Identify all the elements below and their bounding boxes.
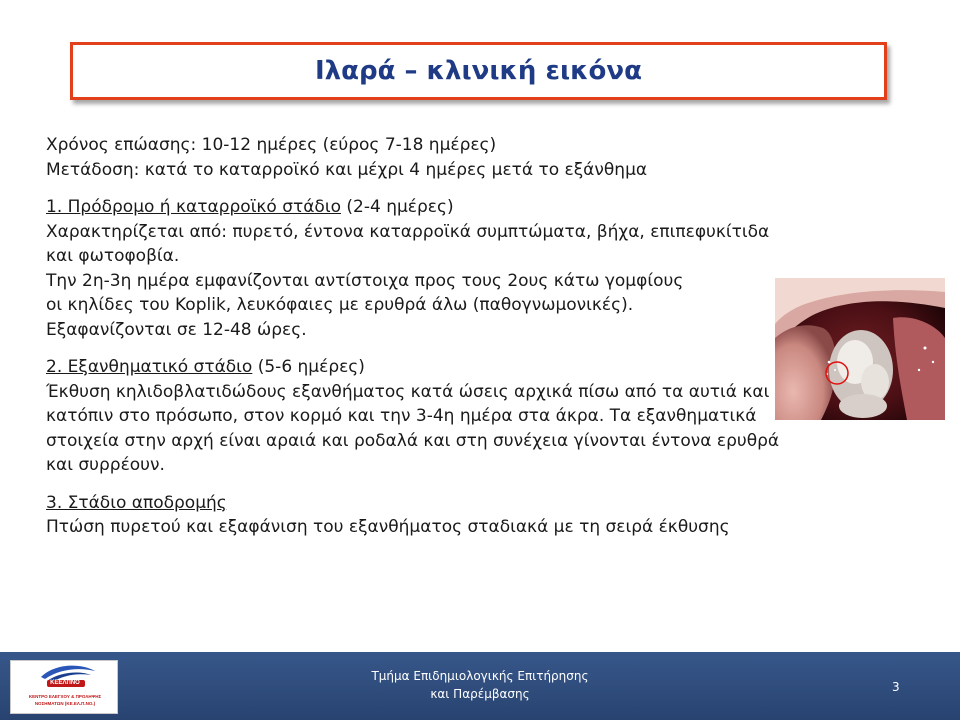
koplik-spots-photo: [775, 278, 945, 420]
stage1-line: οι κηλίδες του Koplik, λευκόφαιες με ερυθρά άλω (παθογνωμονικές).: [46, 295, 634, 315]
stage1-heading-line: [46, 195, 916, 220]
keelpno-logo: [10, 660, 118, 714]
title-box: [70, 42, 887, 100]
stage1-heading: 1. Πρόδρομο ή καταρροϊκό στάδιο: [46, 197, 341, 217]
stage1-line: Την 2η-3η ημέρα εμφανίζονται αντίστοιχα προς τους 2ους κάτω γομφίους: [46, 270, 684, 291]
stage2-heading: 2. Εξανθηματικό στάδιο: [46, 357, 253, 377]
stage1-line: και φωτοφοβία.: [46, 246, 180, 266]
stage1-line: Χαρακτηρίζεται από: πυρετό, έντονα καταρροϊκά συμπτώματα, βήχα, επιπεφυκίτιδα: [46, 221, 770, 242]
slide-title: Ιλαρά – κλινική εικόνα: [314, 56, 642, 86]
stage3-heading-line: [46, 491, 916, 516]
stage1-line: Εξαφανίζονται σε 12-48 ώρες.: [46, 319, 307, 340]
incubation-text: Χρόνος επώασης: 10-12 ημέρες (εύρος 7-18 ημέρες): [46, 135, 497, 155]
logo-swoosh-icon: [11, 661, 118, 691]
stage3-line: Πτώση πυρετού και εξαφάνιση του εξανθήματος σταδιακά με τη σειρά έκθυσης: [46, 517, 730, 537]
stage3-heading: 3. Στάδιο αποδρομής: [46, 492, 227, 513]
stage2-line: κατόπιν στο πρόσωπο, στον κορμό και την 3-4η ημέρα στα άκρα. Τα εξανθηματικά: [46, 406, 757, 426]
stage2-line: και συρρέουν.: [46, 455, 165, 475]
transmission-text: Μετάδοση: κατά το καταρροϊκό και μέχρι 4 ημέρες μετά το εξάνθημα: [46, 159, 648, 180]
logo-subtitle-1: ΚΕΝΤΡΟ ΕΛΕΓΧΟΥ & ΠΡΟΛΗΨΗΣ: [28, 694, 102, 699]
page-number: 3: [892, 680, 900, 694]
stage2-duration: (5-6 ημέρες): [252, 357, 365, 377]
stage2-line: στοιχεία στην αρχή είναι αραιά και ροδαλά και στη συνέχεια γίνονται έντονα ερυθρά: [46, 430, 780, 451]
logo-name: ΚΕΕΛΠΝΟ: [50, 680, 80, 686]
mouth-photo-illustration: [775, 278, 945, 420]
stage1-duration: (2-4 ημέρες): [341, 197, 454, 217]
footer-department-line2: και Παρέμβασης: [430, 687, 530, 701]
logo-subtitle-2: ΝΟΣΗΜΑΤΩΝ (ΚΕ.ΕΛ.Π.ΝΟ.): [34, 701, 96, 706]
footer-department-line1: Τμήμα Επιδημιολογικής Επιτήρησης: [371, 669, 589, 683]
footer-bar: [0, 652, 960, 720]
stage2-line: Έκθυση κηλιδοβλατιδώδους εξανθήματος κατά ώσεις αρχικά πίσω από τα αυτιά και: [46, 381, 770, 402]
